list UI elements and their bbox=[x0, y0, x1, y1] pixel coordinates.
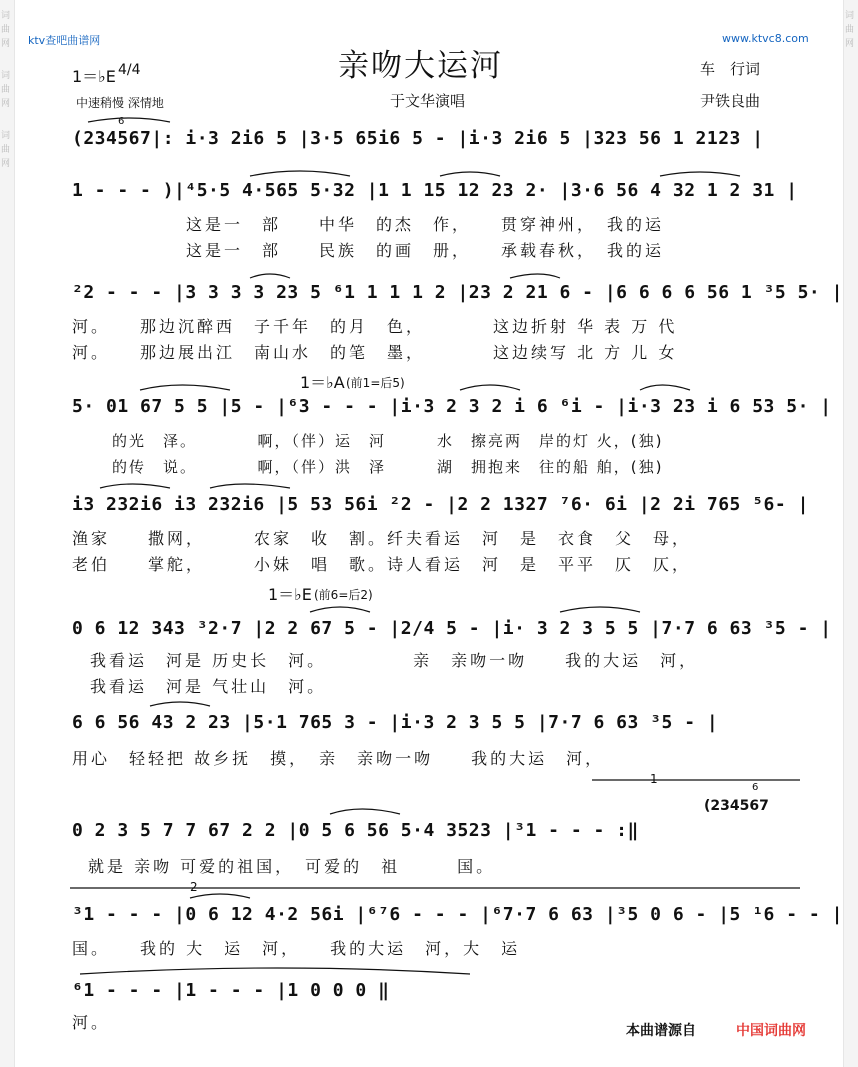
lyric-row-3b: 河。 那边展出江 南山水 的笔 墨， 这边续写 北 方 儿 女 bbox=[72, 343, 678, 362]
source-label: 本曲谱源自 bbox=[626, 1023, 696, 1039]
score-row-7: 6 6 56 43 2 23 |5·1 765 3 - |i·3 2 3 5 5 |7·7 6 63 ³5 - | bbox=[72, 712, 719, 733]
singer-credit: 于文华演唱 bbox=[390, 92, 466, 110]
side-char: 曲 bbox=[1, 25, 11, 35]
score-row-10: ⁶1 - - - |1 - - - |1 0 0 0 ‖ bbox=[72, 980, 390, 1001]
time-signature: 4/4 bbox=[118, 62, 141, 78]
side-char: 曲 bbox=[845, 25, 855, 35]
side-char: 词 bbox=[1, 71, 11, 81]
lyric-row-2a: 这是一 部 中华 的杰 作， 贯穿神州， 我的运 bbox=[186, 215, 665, 234]
lyric-row-10a: 河。 bbox=[72, 1013, 111, 1032]
watermark-right: www.ktvc8.com bbox=[722, 32, 809, 45]
score-row-5: i3 232i6 i3 232i6 |5 53 56i ²2 - |2 2 1327 ⁷6· 6i |2 2i 765 ⁵6- | bbox=[72, 494, 809, 515]
lyric-row-4b: 的传 说。 啊，（伴）洪 泽 湖 拥抱来 往的船 舶，(独) bbox=[112, 458, 664, 476]
slur-mark bbox=[80, 968, 470, 974]
lyric-row-9a: 国。 我的 大 运 河， 我的大运 河，大 运 bbox=[72, 939, 521, 958]
slur-mark bbox=[310, 607, 370, 612]
slur-mark bbox=[330, 809, 400, 814]
lyric-row-6a: 我看运 河是 历史长 河。 亲 亲吻一吻 我的大运 河， bbox=[90, 651, 699, 670]
score-row-6: 0 6 12 343 ³2·7 |2 2 67 5 - |2/4 5 - |i· 3 2 3 5 5 |7·7 6 63 ³5 - | bbox=[72, 618, 832, 639]
side-char: 词 bbox=[1, 131, 11, 141]
volta-1-intro: (234567 bbox=[704, 798, 769, 814]
slur-mark bbox=[250, 171, 350, 176]
score-row-1: (234567|: i·3 2i6 5 |3·5 65i6 5 - |i·3 2i6 5 |323 56 1 2123 | bbox=[72, 128, 764, 149]
key-change-1: 1＝♭A bbox=[300, 373, 345, 392]
volta-number-1: 1 bbox=[650, 772, 658, 786]
tuplet-bracket bbox=[88, 118, 170, 122]
watermark-left: ktv查吧曲谱网 bbox=[28, 34, 101, 47]
slur-mark bbox=[140, 385, 230, 390]
side-char: 词 bbox=[1, 11, 11, 21]
lyricist-credit: 车 行词 bbox=[700, 60, 761, 78]
slur-mark bbox=[460, 385, 520, 390]
slur-mark bbox=[640, 385, 690, 390]
right-margin-strip bbox=[843, 0, 858, 1067]
volta-number-2: 2 bbox=[190, 880, 198, 894]
lyric-row-8a: 就是 亲吻 可爱的祖国， 可爱的 祖 国。 bbox=[88, 857, 496, 876]
key-change-1-note: (前1=后5) bbox=[346, 376, 405, 390]
lyric-row-4a: 的光 泽。 啊，（伴）运 河 水 擦亮两 岸的灯 火，(独) bbox=[112, 432, 664, 450]
slur-mark bbox=[440, 172, 500, 176]
left-margin-strip bbox=[0, 0, 15, 1067]
score-row-2: 1 - - - )|⁴5·5 4·565 5·32 |1 1 15 12 23 2· |3·6 56 4 32 1 2 31 | bbox=[72, 180, 798, 201]
slur-mark bbox=[250, 274, 290, 278]
lyric-row-2b: 这是一 部 民族 的画 册， 承载春秋， 我的运 bbox=[186, 241, 665, 260]
lyric-row-6b: 我看运 河是 气壮山 河。 bbox=[90, 677, 327, 696]
slur-mark bbox=[660, 172, 740, 176]
side-char: 网 bbox=[1, 39, 11, 49]
lyric-row-5b: 老伯 掌舵， 小妹 唱 歌。诗人看运 河 是 平平 仄 仄， bbox=[72, 555, 692, 574]
composer-credit: 尹铁良曲 bbox=[700, 92, 761, 110]
lyric-row-3a: 河。 那边沉醉西 子千年 的月 色， 这边折射 华 表 万 代 bbox=[72, 317, 678, 336]
tuplet-number: 6 bbox=[752, 782, 759, 793]
tempo-marking: 中速稍慢 深情地 bbox=[76, 96, 164, 110]
tuplet-number: 6 bbox=[118, 116, 125, 127]
key-signature: 1＝♭E bbox=[72, 67, 116, 86]
slur-mark bbox=[190, 894, 250, 898]
key-change-2-note: (前6=后2) bbox=[314, 588, 373, 602]
side-char: 网 bbox=[1, 99, 11, 109]
side-char: 曲 bbox=[1, 85, 11, 95]
lyric-row-5a: 渔家 撒网， 农家 收 割。纤夫看运 河 是 衣食 父 母， bbox=[72, 529, 692, 548]
side-char: 网 bbox=[1, 159, 11, 169]
key-change-2: 1＝♭E bbox=[268, 585, 312, 604]
score-row-3: ²2 - - - |3 3 3 3 23 5 ⁶1 1 1 1 2 |23 2 21 6 - |6 6 6 6 56 1 ³5 5· | bbox=[72, 282, 843, 303]
score-row-9: ³1 - - - |0 6 12 4·2 56i |⁶⁷6 - - - |⁶7·7 6 63 |³5 0 6 - |5 ¹6 - - | bbox=[72, 904, 843, 925]
lyric-row-7a: 用心 轻轻把 故乡抚 摸， 亲 亲吻一吻 我的大运 河， bbox=[72, 749, 605, 768]
source-site-link[interactable]: 中国词曲网 bbox=[736, 1023, 806, 1039]
slur-mark bbox=[100, 484, 170, 488]
slur-mark bbox=[210, 484, 290, 488]
slur-mark bbox=[560, 607, 640, 612]
side-char: 曲 bbox=[1, 145, 11, 155]
side-char: 词 bbox=[845, 11, 855, 21]
song-title: 亲吻大运河 bbox=[338, 48, 503, 84]
slur-mark bbox=[510, 274, 560, 278]
side-char: 网 bbox=[845, 39, 855, 49]
slur-mark bbox=[150, 702, 210, 706]
score-row-4: 5· 01 67 5 5 |5 - |⁶3 - - - |i·3 2 3 2 i 6 ⁶i - |i·3 23 i 6 53 5· | bbox=[72, 396, 832, 417]
score-row-8: 0 2 3 5 7 7 67 2 2 |0 5 6 56 5·4 3523 |³1 - - - :‖ bbox=[72, 820, 639, 841]
